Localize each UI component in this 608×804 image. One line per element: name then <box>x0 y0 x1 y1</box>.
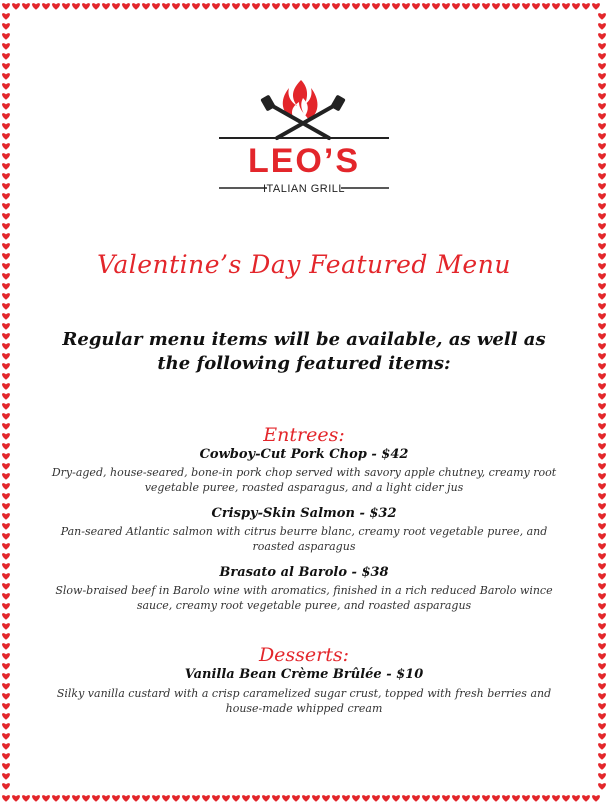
heart-icon <box>598 163 606 170</box>
brand-name: LEO’S <box>247 142 361 180</box>
heart-icon <box>2 773 10 780</box>
heart-icon <box>598 633 606 640</box>
heart-icon <box>2 523 10 530</box>
heart-icon <box>2 163 10 170</box>
heart-icon <box>598 663 606 670</box>
heart-icon <box>598 453 606 460</box>
heart-icon <box>598 393 606 400</box>
heart-icon <box>2 743 10 750</box>
heart-icon <box>598 463 606 470</box>
menu-item-description: Slow-braised beef in Barolo wine with aromatics, finished in a rich reduced Barolo wince sauce, creamy root vegetable puree, and roasted asparagus <box>55 584 553 612</box>
heart-icon <box>2 683 10 690</box>
heart-icon <box>2 473 10 480</box>
heart-icon <box>2 183 10 190</box>
heart-icon <box>598 493 606 500</box>
heart-icon <box>598 73 606 80</box>
heart-icon <box>2 513 10 520</box>
menu-content <box>20 0 588 804</box>
heart-icon <box>598 573 606 580</box>
heart-icon <box>598 93 606 100</box>
heart-icon <box>598 43 606 50</box>
heart-icon <box>2 343 10 350</box>
heart-icon <box>598 603 606 610</box>
heart-icon <box>2 643 10 650</box>
heart-icon <box>598 723 606 730</box>
heart-icon <box>2 53 10 60</box>
heart-icon <box>598 383 606 390</box>
heart-icon <box>2 333 10 340</box>
heart-icon <box>598 353 606 360</box>
heart-icon <box>2 133 10 140</box>
heart-icon <box>2 433 10 440</box>
heart-icon <box>598 623 606 630</box>
heart-icon <box>598 113 606 120</box>
heart-icon <box>2 603 10 610</box>
heart-icon <box>598 643 606 650</box>
heart-icon <box>598 673 606 680</box>
heart-icon <box>2 243 10 250</box>
heart-icon <box>2 693 10 700</box>
heart-icon <box>2 373 10 380</box>
restaurant-logo <box>20 78 588 198</box>
heart-icon <box>598 13 606 20</box>
heart-icon <box>2 313 10 320</box>
heart-icon <box>2 193 10 200</box>
heart-icon <box>2 713 10 720</box>
heart-icon <box>598 763 606 770</box>
heart-icon <box>598 743 606 750</box>
heart-icon <box>2 673 10 680</box>
heart-icon <box>2 623 10 630</box>
heart-icon <box>598 123 606 130</box>
heart-icon <box>2 103 10 110</box>
heart-icon <box>598 303 606 310</box>
heart-icon <box>598 653 606 660</box>
heart-icon <box>2 263 10 270</box>
heart-icon <box>2 543 10 550</box>
heart-icon <box>2 323 10 330</box>
heart-icon <box>2 223 10 230</box>
heart-icon <box>598 263 606 270</box>
heart-icon <box>2 663 10 670</box>
heart-icon <box>598 703 606 710</box>
menu-item-name: Cowboy-Cut Pork Chop - $42 <box>199 447 409 462</box>
heart-icon <box>598 183 606 190</box>
heart-icon <box>2 453 10 460</box>
heart-icon <box>2 783 10 790</box>
heart-icon <box>598 783 606 790</box>
heart-icon <box>598 203 606 210</box>
heart-icon <box>2 653 10 660</box>
heart-icon <box>598 513 606 520</box>
heart-icon <box>592 795 600 802</box>
heart-icon <box>2 43 10 50</box>
heart-icon <box>598 213 606 220</box>
heart-icon <box>598 753 606 760</box>
heart-icon <box>598 273 606 280</box>
heart-icon <box>2 463 10 470</box>
intro-text: Regular menu items will be available, as well as the following featured items: <box>62 329 546 374</box>
heart-icon <box>2 273 10 280</box>
heart-icon <box>598 473 606 480</box>
heart-icon <box>2 233 10 240</box>
heart-icon <box>2 503 10 510</box>
heart-icon <box>598 23 606 30</box>
heart-icon <box>2 573 10 580</box>
heart-icon <box>598 443 606 450</box>
heart-icon <box>598 83 606 90</box>
heart-icon <box>598 413 606 420</box>
heart-icon <box>2 303 10 310</box>
heart-icon <box>2 113 10 120</box>
heart-icon <box>2 283 10 290</box>
heart-icon <box>2 533 10 540</box>
heart-icon <box>12 3 20 10</box>
heart-icon <box>598 553 606 560</box>
heart-icon <box>598 533 606 540</box>
heart-icon <box>2 583 10 590</box>
heart-icon <box>2 733 10 740</box>
heart-icon <box>2 393 10 400</box>
heart-icon <box>598 323 606 330</box>
heart-icon <box>598 313 606 320</box>
heart-icon <box>598 373 606 380</box>
heart-icon <box>598 343 606 350</box>
heart-icon <box>2 13 10 20</box>
heart-icon <box>2 33 10 40</box>
heart-icon <box>598 243 606 250</box>
heart-icon <box>598 173 606 180</box>
heart-icon <box>598 593 606 600</box>
heart-icon <box>598 63 606 70</box>
heart-icon <box>598 253 606 260</box>
brand-subtitle: ITALIAN GRILL <box>262 183 346 195</box>
heart-icon <box>598 143 606 150</box>
heart-icon <box>2 153 10 160</box>
menu-item-name: Brasato al Barolo - $38 <box>219 565 389 580</box>
menu-item-description: Dry-aged, house-seared, bone-in pork chop served with savory apple chutney, creamy root vegetable puree, roasted asparagus, and a light cider jus <box>51 466 557 494</box>
heart-icon <box>2 613 10 620</box>
heart-icon <box>2 253 10 260</box>
page-title: Valentine’s Day Featured Menu <box>97 250 511 279</box>
heart-icon <box>598 613 606 620</box>
heart-icon <box>598 33 606 40</box>
heart-icon <box>598 223 606 230</box>
heart-icon <box>598 103 606 110</box>
heart-icon <box>2 593 10 600</box>
heart-icon <box>2 633 10 640</box>
heart-icon <box>2 3 10 10</box>
heart-icon <box>2 563 10 570</box>
heart-icon <box>2 203 10 210</box>
heart-icon <box>2 173 10 180</box>
heart-icon <box>598 403 606 410</box>
heart-icon <box>2 363 10 370</box>
heart-icon <box>2 403 10 410</box>
menu-item-description: Pan-seared Atlantic salmon with citrus beurre blanc, creamy root vegetable puree, and roasted asparagus <box>60 525 548 553</box>
menu-item-description: Silky vanilla custard with a crisp caramelized sugar crust, topped with fresh berries and house-made whipped cream <box>56 687 552 715</box>
heart-icon <box>598 363 606 370</box>
heart-icon <box>2 763 10 770</box>
heart-icon <box>2 795 10 802</box>
heart-icon <box>2 143 10 150</box>
heart-icon <box>598 683 606 690</box>
heart-icon <box>598 693 606 700</box>
heart-icon <box>592 3 600 10</box>
heart-icon <box>2 703 10 710</box>
heart-icon <box>2 723 10 730</box>
heart-icon <box>598 283 606 290</box>
heart-icon <box>2 93 10 100</box>
menu-item-name: Vanilla Bean Crème Brûlée - $10 <box>184 667 424 682</box>
heart-icon <box>12 795 20 802</box>
heart-icon <box>2 753 10 760</box>
heart-icon <box>598 133 606 140</box>
heart-icon <box>598 193 606 200</box>
heart-icon <box>598 423 606 430</box>
heart-icon <box>2 293 10 300</box>
heart-icon <box>2 483 10 490</box>
heart-icon <box>2 423 10 430</box>
heart-icon <box>2 213 10 220</box>
heart-icon <box>598 773 606 780</box>
heart-icon <box>598 433 606 440</box>
entrees-heading: Entrees: <box>263 424 345 446</box>
heart-icon <box>598 563 606 570</box>
heart-icon <box>2 23 10 30</box>
heart-icon <box>598 233 606 240</box>
heart-icon <box>598 333 606 340</box>
heart-icon <box>2 123 10 130</box>
heart-icon <box>598 523 606 530</box>
heart-icon <box>598 483 606 490</box>
heart-icon <box>598 713 606 720</box>
heart-icon <box>2 553 10 560</box>
heart-icon <box>598 153 606 160</box>
heart-icon <box>598 583 606 590</box>
heart-icon <box>598 503 606 510</box>
heart-icon <box>2 73 10 80</box>
heart-icon <box>2 413 10 420</box>
heart-icon <box>598 543 606 550</box>
heart-icon <box>2 353 10 360</box>
heart-icon <box>2 83 10 90</box>
heart-icon <box>2 383 10 390</box>
desserts-heading: Desserts: <box>258 644 350 666</box>
heart-icon <box>598 53 606 60</box>
heart-icon <box>598 733 606 740</box>
heart-icon <box>2 443 10 450</box>
heart-icon <box>598 293 606 300</box>
heart-icon <box>2 63 10 70</box>
heart-icon <box>2 493 10 500</box>
menu-item-name: Crispy-Skin Salmon - $32 <box>211 506 397 521</box>
